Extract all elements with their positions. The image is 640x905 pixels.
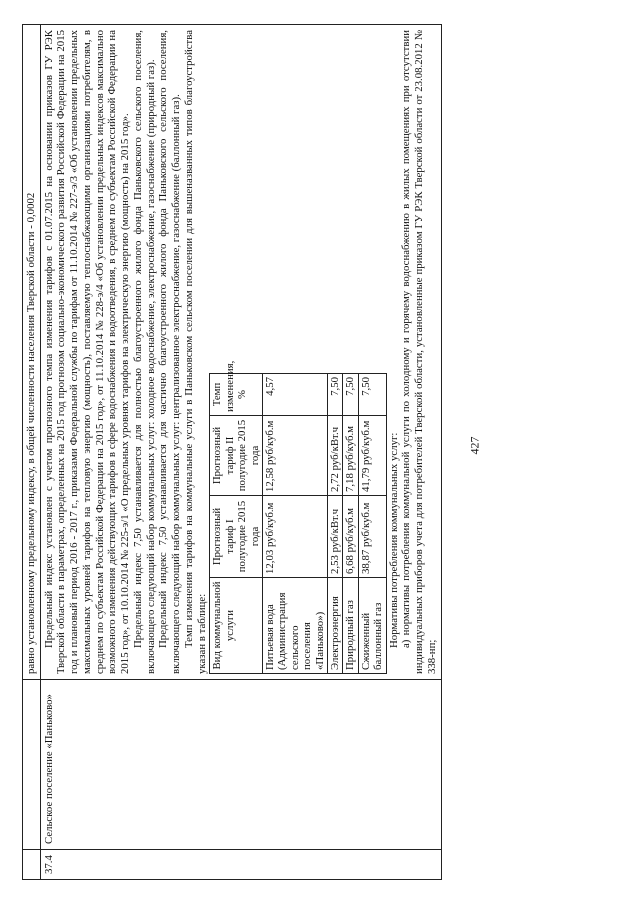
page-number: 427 (467, 436, 482, 455)
header-tariff-h2: Прогнозный тариф II полугодие 2015 года (210, 416, 263, 496)
tariff-h2: 7,18 руб/куб.м (343, 416, 358, 496)
paragraph-partial-housing: Предельный индекс 7,50 устанавливается для частично благоустроенного жилого фонда Паньковского сельского поселения, включающего следующий набор коммунальных услуг: централизованное электроснабжение, газоснабжение (баллонный газ). (157, 30, 183, 674)
tariff-h1: 12,03 руб/куб.м (262, 496, 327, 578)
tariff-h1: 6,68 руб/куб.м (343, 496, 358, 578)
number-cell (23, 850, 41, 880)
municipality-table (22, 24, 442, 880)
rotated-page-content (22, 25, 617, 880)
paragraph-full-housing: Предельный индекс 7,50 устанавливается для полностью благоустроенного жилого фонда Паньковского сельского поселения, включающего следующий набор коммунальных услуг: холодное водоснабжение, электроснабжение, газоснабжение (природный газ). (131, 30, 157, 674)
tariff-h2: 12,58 руб/куб.м (262, 416, 327, 496)
header-tariff-h1: Прогнозный тариф I полугодие 2015 года (210, 496, 263, 578)
municipality-name: Сельское поселение «Паньково» (40, 680, 441, 850)
header-change-rate: Темп изменения, % (210, 374, 263, 416)
service-name: Электроэнергия (327, 578, 342, 674)
tariff-row (343, 374, 358, 674)
tariff-h2: 41,79 руб/куб.м (358, 416, 386, 496)
tariff-table (209, 360, 386, 674)
tariff-h2: 2,72 руб/кВт.ч (327, 416, 342, 496)
tariff-row (327, 374, 342, 674)
tariff-header-row (210, 374, 263, 674)
paragraph-index-basis: Предельный индекс установлен с учетом прогнозного темпа изменения тарифов с 01.07.2015 на основании приказов ГУ РЭК Тверской области в параметрах, определенных на 2015 год прогнозом социально-экономического развития Российской Федерации на 2015 год и плановый период 2016 - 2017 г., приказами Федеральной службы по тарифам от 11.10.2014 № 227-э/3 «Об установлении предельных максимальных уровней тарифов на тепловую энергию (мощность), поставляемую теплоснабжающими организациями потребителям, в среднем по субъектам Российской Федерации на 2015 год», от 11.10.2014 № 228-э/4 «Об установлении предельных индексов максимально возможного изменения действующих тарифов в сфере водоснабжения и водоотведения, в среднем по субъектам Российской Федерации на 2015 год», от 10.10.2014 № 225-э/1 «О предельных уровнях тарифов на электрическую энергию (мощность) на 2015 год». (42, 30, 132, 674)
paragraph-table-intro: Темп изменения тарифов на коммунальные услуги в Паньковском сельском поселении для вышеназванных типов благоустройства указан в таблице: (182, 30, 208, 674)
tariff-h1: 2,53 руб/кВт.ч (327, 496, 342, 578)
continuation-text: равно установленному предельному индексу, в общей численности населения Тверской области - 0,0002 (25, 192, 37, 674)
service-name: Природный газ (343, 578, 358, 674)
service-name: Питьевая вода (Администрация сельского поселения «Паньково») (262, 578, 327, 674)
municipality-cell (23, 680, 41, 850)
change-rate: 7,50 (343, 374, 358, 416)
table-row (40, 25, 441, 880)
text-cell (23, 25, 41, 680)
description-cell (40, 25, 441, 680)
change-rate: 7,50 (327, 374, 342, 416)
table-row (23, 25, 41, 880)
header-service: Вид коммунальной услуги (210, 578, 263, 674)
paragraph-norms-water: а) нормативы потребления коммунальной услуги по холодному и горячему водоснабжению в жилых помещениях при отсутствии индивидуальных приборов учета для потребителей Тверской области, установленные приказом ГУ РЭК Тверской области от 23.08.2012 № 338-нп; (400, 30, 438, 674)
tariff-row (262, 374, 327, 674)
change-rate: 7,50 (358, 374, 386, 416)
row-number: 37.4 (40, 850, 441, 880)
change-rate: 4,57 (262, 374, 327, 416)
tariff-row (358, 374, 386, 674)
tariff-h1: 38,87 руб/куб.м (358, 496, 386, 578)
service-name: Сжиженный баллонный газ (358, 578, 386, 674)
paragraph-norms-heading: Нормативы потребления коммунальных услуг: (387, 432, 400, 648)
